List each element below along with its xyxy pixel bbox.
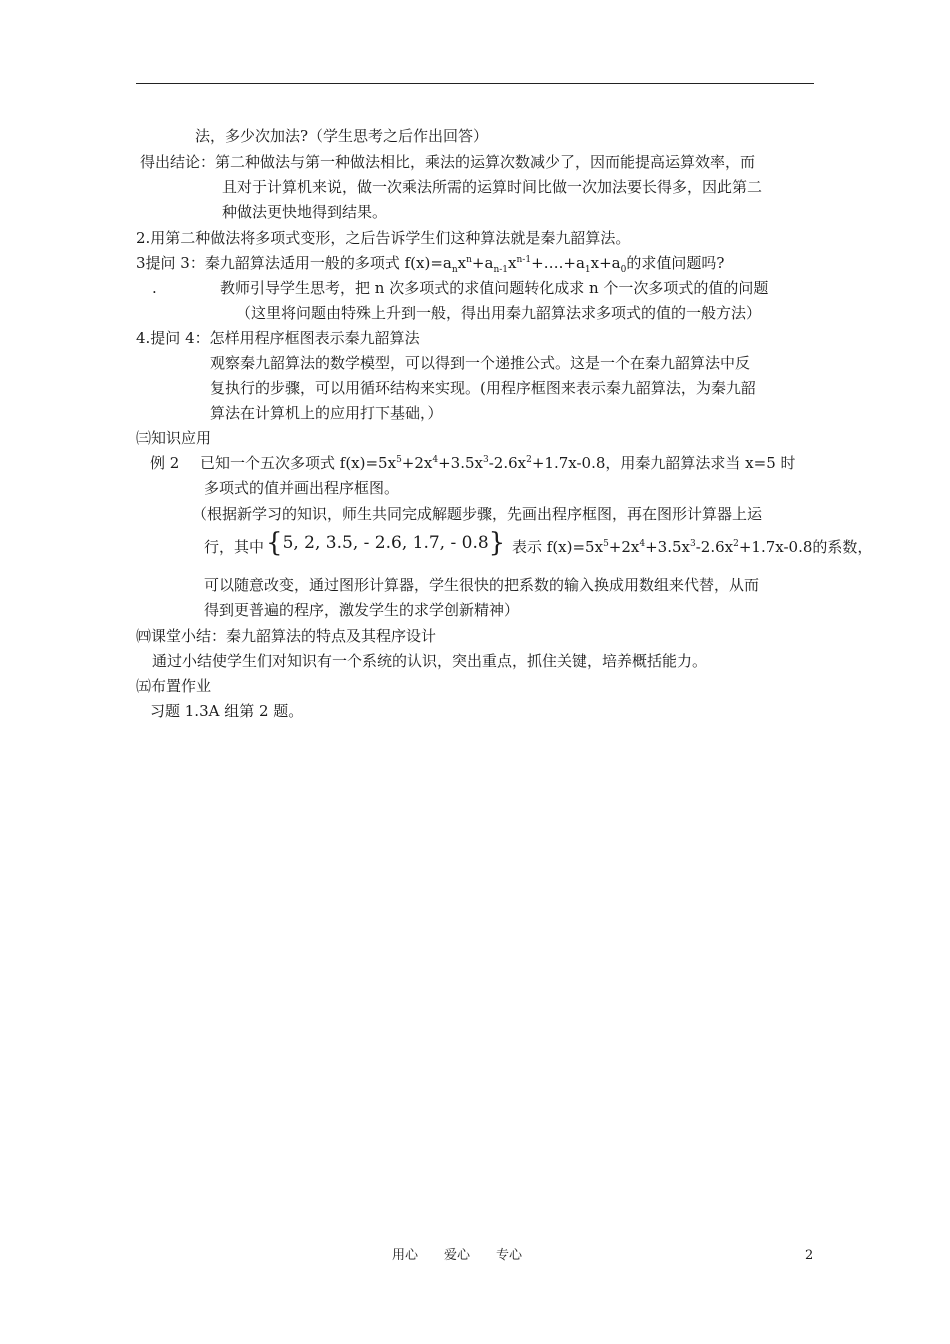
text-line-16: （根据新学习的知识，师生共同完成解题步骤，先画出程序框图，再在图形计算器上运	[192, 505, 763, 523]
footer-motto: 用心 爱心 专心	[392, 1248, 523, 1263]
text-line-11: 复执行的步骤，可以用循环结构来实现。(用程序框图来表示秦九韶算法，为秦九韶	[210, 379, 756, 397]
text-line-3: 且对于计算机来说，做一次乘法所需的运算时间比做一次加法要长得多，因此第二	[222, 178, 763, 196]
text-line-10: 观察秦九韶算法的数学模型，可以得到一个递推公式。这是一个在秦九韶算法中反	[210, 354, 751, 372]
example-label: 例 2	[150, 454, 180, 472]
text-line-18: 可以随意改变，通过图形计算器，学生很快的把系数的输入换成用数组来代替，从而	[204, 576, 760, 594]
text-line-9: 4.提问 4：怎样用程序框图表示秦九韶算法	[136, 329, 420, 347]
page-number: 2	[805, 1248, 814, 1263]
text-line-19: 得到更普遍的程序，激发学生的求学创新精神）	[204, 601, 520, 619]
text-line-14: 已知一个五次多项式 $f(x)=5x^5+2x^4+3.5x^3-2.6x^2+1.7x-0.8$，用秦九韶算法求当 x=5 时	[200, 454, 796, 472]
coefficient-set: {5, 2, 3.5, - 2.6, 1.7, - 0.8}	[266, 528, 506, 558]
section-heading-4: ㈣课堂小结：秦九韶算法的特点及其程序设计	[136, 627, 437, 645]
text-line-7-dot: .	[152, 279, 157, 297]
section-heading-3: ㈢知识应用	[136, 429, 212, 447]
text-line-1: 法，多少次加法?（学生思考之后作出回答）	[195, 127, 489, 145]
text-line-15: 多项式的值并画出程序框图。	[204, 479, 400, 497]
text-line-4: 种做法更快地得到结果。	[222, 203, 388, 221]
text-line-12: 算法在计算机上的应用打下基础，）	[210, 404, 443, 422]
text-line-7: 教师引导学生思考，把 n 次多项式的求值问题转化成求 n 个一次多项式的值的问题	[220, 279, 769, 297]
text-line-8: （这里将问题由特殊上升到一般，得出用秦九韶算法求多项式的值的一般方法）	[236, 304, 762, 322]
text-line-5: 2.用第二种做法将多项式变形，之后告诉学生们这种算法就是秦九韶算法。	[136, 229, 631, 247]
text-line-17: 行，其中{5, 2, 3.5, - 2.6, 1.7, - 0.8} 表示 $f(x)=5x^5+2x^4+3.5x^3-2.6x^2+1.7x-0.8$的系数，	[204, 528, 873, 558]
header-rule	[136, 83, 814, 84]
text-line-21: 通过小结使学生们对知识有一个系统的认识，突出重点，抓住关键，培养概括能力。	[152, 652, 708, 670]
text-line-23: 习题 1.3A 组第 2 题。	[150, 702, 304, 720]
text-line-2: 得出结论：第二种做法与第一种做法相比，乘法的运算次数减少了，因而能提高运算效率，而	[140, 153, 756, 171]
section-heading-5: ㈤布置作业	[136, 677, 212, 695]
text-line-6: 3提问 3：秦九韶算法适用一般的多项式 $f(x)=a_nx^n+a_{n-1}x^{n-1}+\dots.+a_1x+a_0$的求值问题吗?	[136, 254, 725, 275]
